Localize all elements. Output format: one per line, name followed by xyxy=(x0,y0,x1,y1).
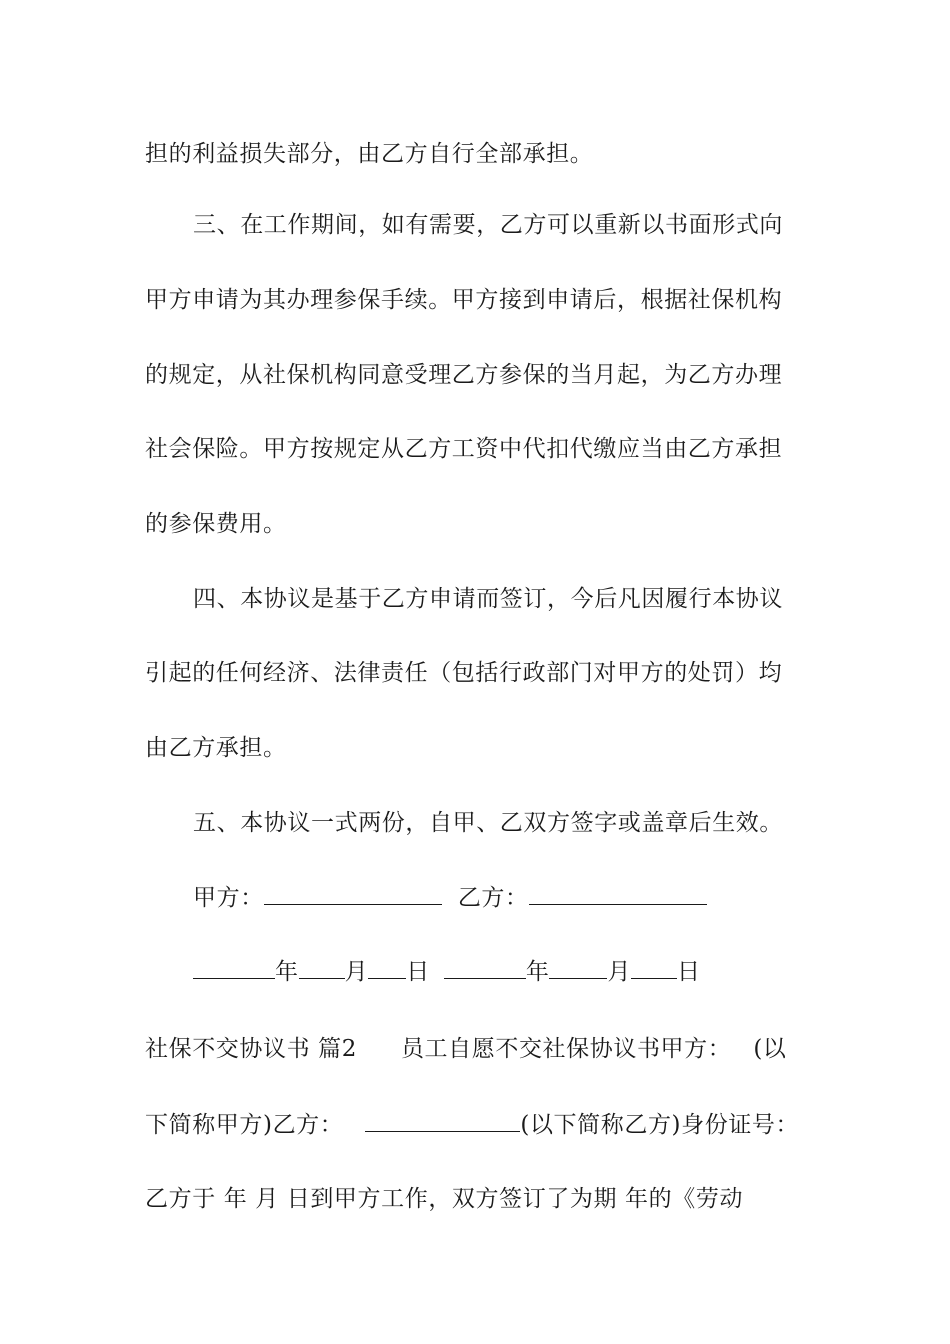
clause-four-line: 四、本协议是基于乙方申请而签订，今后凡因履行本协议 xyxy=(193,586,783,612)
paragraph-line: 的规定，从社保机构同意受理乙方参保的当月起，为乙方办理 xyxy=(145,362,783,388)
paragraph-line: 的参保费用。 xyxy=(145,511,287,537)
party-a-label: 甲方： xyxy=(193,885,264,911)
paragraph-line: 担的利益损失部分，由乙方自行全部承担。 xyxy=(145,141,594,167)
clause-three-line: 三、在工作期间，如有需要，乙方可以重新以书面形式向 xyxy=(193,212,783,238)
party-a-year-field[interactable] xyxy=(193,956,275,979)
section-two-heading-line xyxy=(145,1034,810,1064)
section-two-title: 社保不交协议书 篇2 xyxy=(145,1036,357,1062)
month-label: 月 xyxy=(607,959,632,985)
paragraph-line xyxy=(145,1109,810,1140)
paragraph-line: 社会保险。甲方按规定从乙方工资中代扣代缴应当由乙方承担 xyxy=(145,436,783,462)
party-b-name-field[interactable] xyxy=(365,1109,520,1132)
clause-five-line: 五、本协议一式两份，自甲、乙双方签字或盖章后生效。 xyxy=(193,810,783,836)
party-a-month-field[interactable] xyxy=(299,956,345,979)
party-a-day-field[interactable] xyxy=(368,956,406,979)
party-b-month-field[interactable] xyxy=(549,956,607,979)
party-b-signature-field[interactable] xyxy=(529,882,707,905)
paragraph-line: 引起的任何经济、法律责任（包括行政部门对甲方的处罚）均 xyxy=(145,660,783,686)
year-label: 年 xyxy=(525,959,550,985)
party-b-label: 乙方： xyxy=(457,885,529,911)
day-label: 日 xyxy=(406,959,430,985)
day-label: 日 xyxy=(677,959,701,985)
paren-text: (以 xyxy=(753,1036,787,1062)
paragraph-line: 乙方于 年 月 日到甲方工作，双方签订了为期 年的《劳动 xyxy=(145,1186,744,1212)
party-b-intro: 下简称甲方)乙方： xyxy=(145,1112,344,1138)
party-b-day-field[interactable] xyxy=(631,956,677,979)
agreement-title: 员工自愿不交社保协议书甲方： xyxy=(400,1036,732,1062)
paragraph-line: 由乙方承担。 xyxy=(145,735,287,761)
signature-line xyxy=(193,882,813,913)
month-label: 月 xyxy=(344,959,369,985)
date-line xyxy=(193,956,813,987)
year-label: 年 xyxy=(275,959,299,985)
party-a-signature-field[interactable] xyxy=(264,882,442,905)
party-b-id-label: (以下简称乙方)身份证号： xyxy=(520,1112,800,1138)
paragraph-line: 甲方申请为其办理参保手续。甲方接到申请后，根据社保机构 xyxy=(145,287,783,313)
party-b-year-field[interactable] xyxy=(444,956,526,979)
